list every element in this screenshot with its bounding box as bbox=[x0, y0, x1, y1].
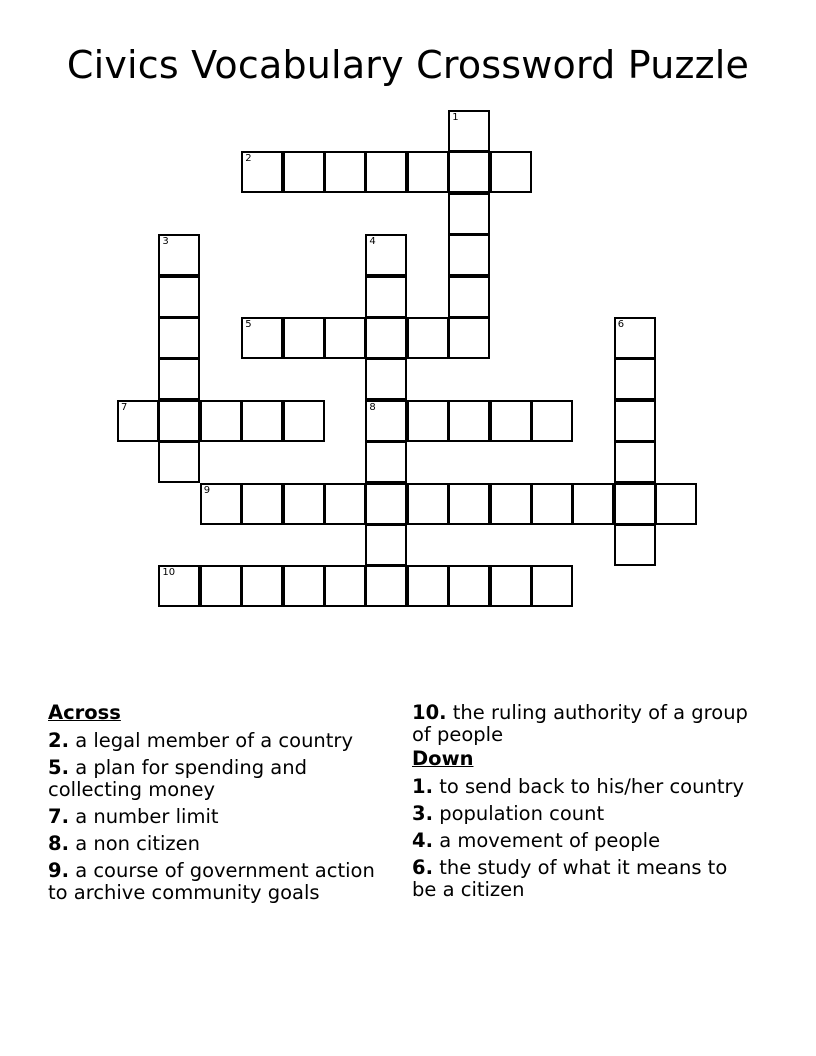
grid-cell[interactable] bbox=[117, 400, 159, 442]
grid-cell[interactable] bbox=[158, 276, 200, 318]
grid-cell[interactable] bbox=[200, 400, 242, 442]
grid-cell[interactable] bbox=[448, 276, 490, 318]
clues-column-left bbox=[48, 702, 393, 909]
grid-cell[interactable] bbox=[407, 317, 449, 359]
cell-number: 7 bbox=[121, 401, 128, 413]
clue-across-9 bbox=[48, 860, 393, 904]
grid-cell[interactable] bbox=[448, 483, 490, 525]
clue-down-1 bbox=[412, 776, 752, 798]
grid-cell[interactable] bbox=[158, 317, 200, 359]
cell-number: 9 bbox=[203, 484, 211, 496]
clue-number: 10. bbox=[412, 701, 447, 724]
clue-across-5 bbox=[48, 757, 393, 801]
cell-number: 1 bbox=[452, 112, 459, 123]
clue-number: 1. bbox=[412, 775, 433, 798]
grid-cell[interactable] bbox=[241, 317, 283, 359]
grid-cell[interactable] bbox=[448, 193, 490, 235]
grid-cell[interactable] bbox=[614, 441, 656, 483]
grid-cell[interactable] bbox=[283, 400, 325, 442]
grid-cell[interactable] bbox=[283, 151, 325, 193]
clue-number: 6. bbox=[412, 856, 433, 879]
clue-across-8 bbox=[48, 833, 393, 855]
clue-text: a non citizen bbox=[75, 832, 200, 855]
clue-number: 8. bbox=[48, 832, 69, 855]
grid-cell[interactable] bbox=[324, 483, 366, 525]
clue-number: 7. bbox=[48, 805, 69, 828]
clue-number: 3. bbox=[412, 802, 433, 825]
grid-cell[interactable] bbox=[241, 400, 283, 442]
clue-down-6 bbox=[412, 857, 752, 901]
grid-cell[interactable] bbox=[241, 483, 283, 525]
cell-number: 10 bbox=[162, 567, 176, 579]
grid-cell[interactable] bbox=[448, 317, 490, 359]
clue-across-2 bbox=[48, 730, 393, 752]
grid-cell[interactable] bbox=[448, 151, 490, 193]
grid-cell[interactable] bbox=[490, 400, 532, 442]
grid-cell[interactable] bbox=[614, 317, 656, 359]
grid-cell[interactable] bbox=[490, 151, 532, 193]
grid-cell[interactable] bbox=[614, 358, 656, 400]
clue-number: 5. bbox=[48, 756, 69, 779]
grid-cell[interactable] bbox=[158, 441, 200, 483]
clue-text: a plan for spending and collecting money bbox=[48, 756, 307, 801]
grid-cell[interactable] bbox=[158, 234, 200, 276]
grid-cell[interactable] bbox=[283, 483, 325, 525]
grid-cell[interactable] bbox=[448, 234, 490, 276]
clue-down-4 bbox=[412, 830, 752, 852]
grid-cell[interactable] bbox=[614, 400, 656, 442]
grid-cell[interactable] bbox=[365, 234, 407, 276]
grid-cell[interactable] bbox=[448, 110, 490, 152]
clue-across-7 bbox=[48, 806, 393, 828]
grid-cell[interactable] bbox=[200, 565, 242, 607]
grid-cell[interactable] bbox=[614, 483, 656, 525]
cell-number: 5 bbox=[245, 319, 252, 330]
grid-cell[interactable] bbox=[158, 358, 200, 400]
grid-cell[interactable] bbox=[531, 400, 573, 442]
grid-cell[interactable] bbox=[655, 483, 697, 525]
grid-cell[interactable] bbox=[407, 565, 449, 607]
grid-cell[interactable] bbox=[365, 483, 407, 525]
grid-cell[interactable] bbox=[407, 400, 449, 442]
grid-cell[interactable] bbox=[531, 483, 573, 525]
grid-cell[interactable] bbox=[365, 276, 407, 318]
grid-cell[interactable] bbox=[365, 151, 407, 193]
grid-cell[interactable] bbox=[407, 483, 449, 525]
grid-cell[interactable] bbox=[324, 565, 366, 607]
grid-cell[interactable] bbox=[614, 524, 656, 566]
grid-cell[interactable] bbox=[531, 565, 573, 607]
clue-number: 2. bbox=[48, 729, 69, 752]
grid-cell[interactable] bbox=[490, 565, 532, 607]
grid-cell[interactable] bbox=[241, 151, 283, 193]
grid-cell[interactable] bbox=[283, 317, 325, 359]
grid-cell[interactable] bbox=[365, 524, 407, 566]
grid-cell[interactable] bbox=[324, 151, 366, 193]
cell-number: 8 bbox=[369, 401, 376, 413]
across-heading: Across bbox=[48, 701, 121, 724]
grid-cell[interactable] bbox=[283, 565, 325, 607]
grid-cell[interactable] bbox=[407, 151, 449, 193]
grid-cell[interactable] bbox=[365, 441, 407, 483]
clue-text: a course of government action to archive community goals bbox=[48, 859, 375, 904]
clue-text: population count bbox=[439, 802, 605, 825]
grid-cell[interactable] bbox=[200, 483, 242, 525]
grid-cell[interactable] bbox=[365, 358, 407, 400]
down-heading: Down bbox=[412, 747, 474, 770]
clue-text: a legal member of a country bbox=[75, 729, 353, 752]
clue-number: 4. bbox=[412, 829, 433, 852]
grid-cell[interactable] bbox=[365, 565, 407, 607]
grid-cell[interactable] bbox=[490, 483, 532, 525]
grid-cell[interactable] bbox=[158, 565, 200, 607]
clue-text: to send back to his/her country bbox=[439, 775, 745, 798]
cell-number: 6 bbox=[617, 319, 625, 330]
clue-text: the ruling authority of a group of people bbox=[412, 701, 748, 746]
cell-number: 2 bbox=[245, 153, 252, 165]
page-title: Civics Vocabulary Crossword Puzzle bbox=[66, 43, 750, 87]
clue-across-10 bbox=[412, 702, 752, 746]
clues-column-right bbox=[412, 702, 752, 906]
clue-number: 9. bbox=[48, 859, 69, 882]
clue-down-3 bbox=[412, 803, 752, 825]
grid-cell[interactable] bbox=[365, 400, 407, 442]
cell-number: 3 bbox=[162, 236, 169, 248]
clue-text: a movement of people bbox=[439, 829, 661, 852]
grid-cell[interactable] bbox=[448, 400, 490, 442]
cell-number: 4 bbox=[369, 236, 376, 248]
grid-cell[interactable] bbox=[158, 400, 200, 442]
grid-cell[interactable] bbox=[241, 565, 283, 607]
grid-cell[interactable] bbox=[572, 483, 614, 525]
clue-text: the study of what it means to be a citizen bbox=[412, 856, 728, 901]
grid-cell[interactable] bbox=[448, 565, 490, 607]
grid-cell[interactable] bbox=[324, 317, 366, 359]
grid-cell[interactable] bbox=[365, 317, 407, 359]
clue-text: a number limit bbox=[75, 805, 219, 828]
